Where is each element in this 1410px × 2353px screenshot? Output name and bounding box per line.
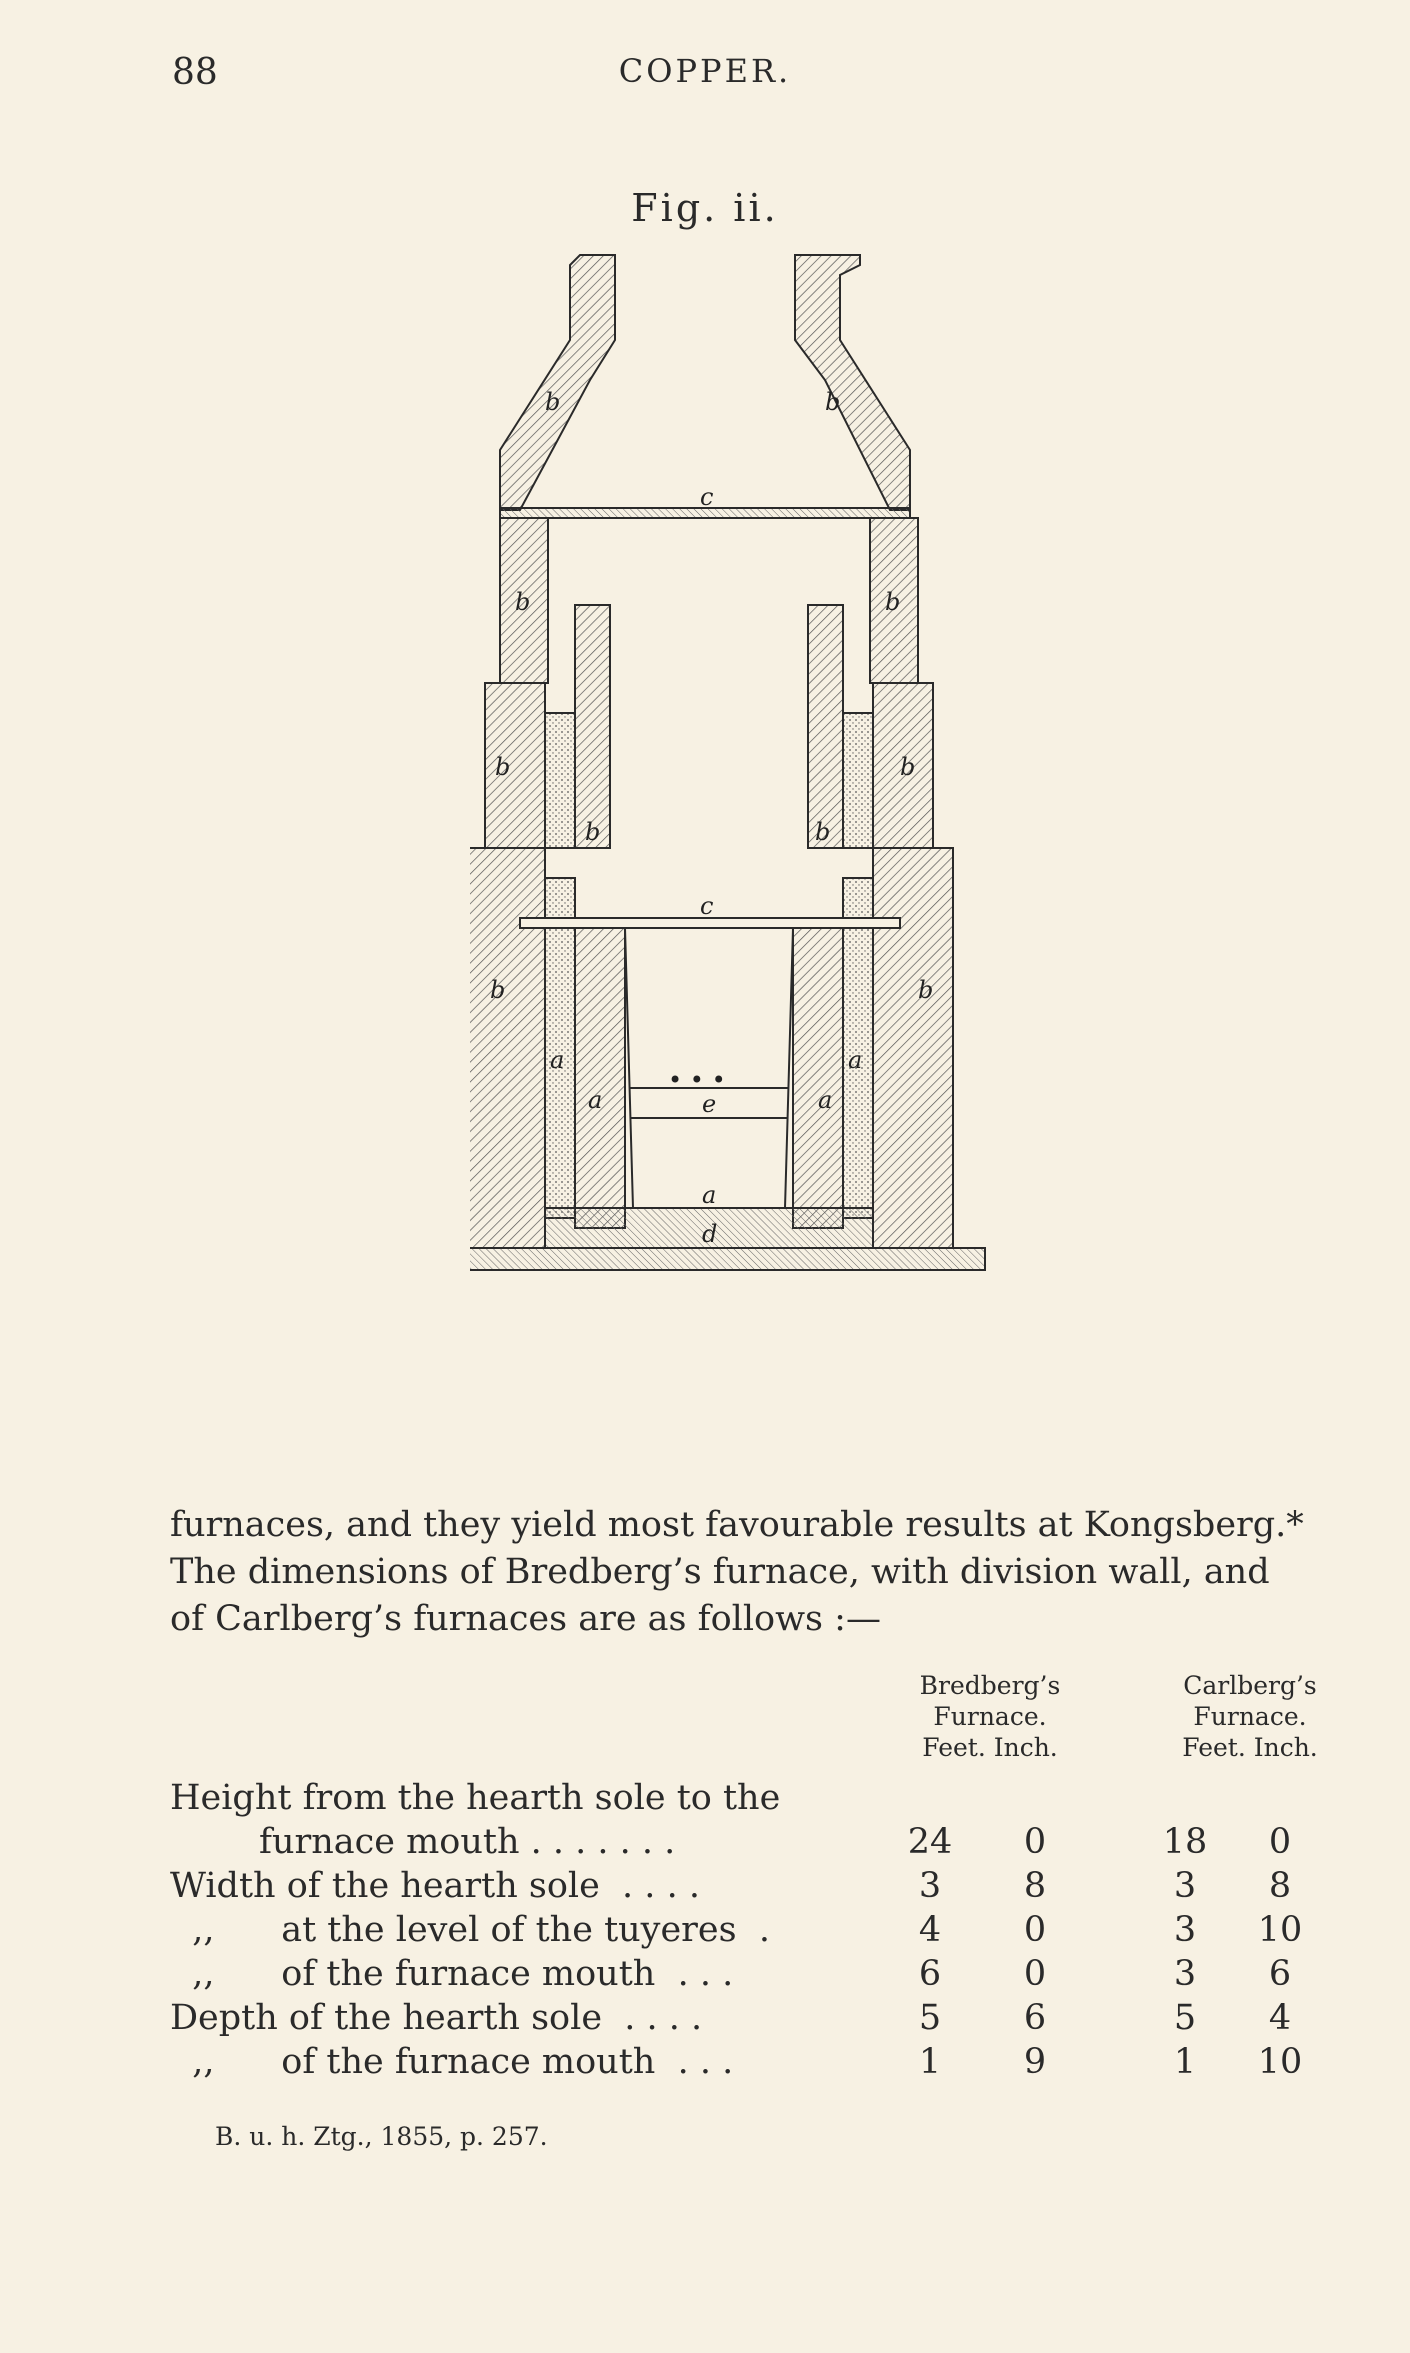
- mid-dots-right: [843, 713, 873, 848]
- inner-wall-left: [575, 605, 610, 848]
- row-label: ,, of the furnace mouth . . .: [170, 2042, 734, 2082]
- value-carlberg-inch: 10: [1257, 2042, 1303, 2082]
- label-c-top: c: [700, 483, 714, 511]
- label-b-base-left: b: [490, 976, 506, 1004]
- label-b-top-left: b: [545, 388, 561, 416]
- table-row: [170, 1820, 1340, 1864]
- chimney-right-wall: [795, 255, 910, 510]
- footnote: B. u. h. Ztg., 1855, p. 257.: [215, 2122, 548, 2151]
- table-row: [170, 1776, 1340, 1820]
- body-line-2: The dimensions of Bredberg’s furnace, with division wall, and: [170, 1552, 1270, 1592]
- label-b-inner-left: b: [585, 818, 601, 846]
- value-bredberg-feet: 3: [918, 1866, 942, 1906]
- body-line-1: furnaces, and they yield most favourable results at Kongsberg.*: [170, 1505, 1304, 1545]
- row-label: Depth of the hearth sole . . . .: [170, 1998, 703, 2038]
- value-carlberg-feet: 3: [1173, 1866, 1197, 1906]
- mid-dots-left: [545, 713, 575, 848]
- value-bredberg-inch: 8: [1023, 1866, 1047, 1906]
- col-head-bredberg-units: Feet. Inch.: [922, 1733, 1058, 1762]
- row-label: ,, at the level of the tuyeres .: [170, 1910, 770, 1950]
- label-a-right-inner: a: [818, 1086, 833, 1114]
- value-bredberg-inch: 0: [1023, 1954, 1047, 1994]
- chimney-left-wall: [500, 255, 615, 510]
- label-a-left-outer: a: [550, 1046, 565, 1074]
- mid-wall-left: [485, 683, 545, 848]
- value-bredberg-feet: 1: [918, 2042, 942, 2082]
- col-head-carlberg-units: Feet. Inch.: [1182, 1733, 1318, 1762]
- label-b-mid-left: b: [515, 588, 531, 616]
- value-carlberg-feet: 1: [1173, 2042, 1197, 2082]
- base-wall-right: [873, 848, 953, 1248]
- value-bredberg-feet: 5: [918, 1998, 942, 2038]
- inner-wall-right: [808, 605, 843, 848]
- col-head-bredberg: [880, 1670, 1100, 1763]
- value-carlberg-inch: 8: [1268, 1866, 1292, 1906]
- table-row: [170, 1864, 1340, 1908]
- value-bredberg-inch: 9: [1023, 2042, 1047, 2082]
- label-a-right-outer: a: [848, 1046, 863, 1074]
- value-carlberg-inch: 10: [1257, 1910, 1303, 1950]
- foundation: [470, 1248, 985, 1270]
- col-head-bredberg-sub: Furnace.: [933, 1702, 1047, 1731]
- label-b-low-left: b: [495, 753, 511, 781]
- col-head-carlberg: [1140, 1670, 1360, 1763]
- hearth-wall-right: [793, 928, 843, 1228]
- value-bredberg-feet: 6: [918, 1954, 942, 1994]
- value-carlberg-feet: 18: [1162, 1822, 1208, 1862]
- label-c-mid: c: [700, 892, 714, 920]
- value-carlberg-inch: 4: [1268, 1998, 1292, 2038]
- row-label: Width of the hearth sole . . . .: [170, 1866, 700, 1906]
- value-carlberg-feet: 3: [1173, 1910, 1197, 1950]
- furnace-figure: [470, 250, 1030, 1490]
- value-carlberg-feet: 3: [1173, 1954, 1197, 1994]
- page-number: 88: [172, 52, 218, 93]
- label-b-inner-right: b: [815, 818, 831, 846]
- label-e: e: [702, 1090, 717, 1118]
- figure-caption: Fig. ii.: [631, 186, 779, 230]
- value-carlberg-feet: 5: [1173, 1998, 1197, 2038]
- row-label: ,, of the furnace mouth . . .: [170, 1954, 734, 1994]
- value-bredberg-inch: 0: [1023, 1822, 1047, 1862]
- label-d-base: d: [702, 1220, 718, 1248]
- label-b-base-right: b: [918, 976, 934, 1004]
- base-wall-left: [470, 848, 545, 1248]
- label-b-low-right: b: [900, 753, 916, 781]
- col-head-carlberg-sub: Furnace.: [1193, 1702, 1307, 1731]
- value-bredberg-feet: 24: [907, 1822, 953, 1862]
- body-line-3: of Carlberg’s furnaces are as follows :—: [170, 1599, 881, 1639]
- value-carlberg-inch: 0: [1268, 1822, 1292, 1862]
- value-carlberg-inch: 6: [1268, 1954, 1292, 1994]
- hearth-wall-left: [575, 928, 625, 1228]
- table-row: [170, 1908, 1340, 1952]
- value-bredberg-feet: 4: [918, 1910, 942, 1950]
- row-label: Height from the hearth sole to the: [170, 1778, 781, 1818]
- value-bredberg-inch: 0: [1023, 1910, 1047, 1950]
- table-row: [170, 1952, 1340, 1996]
- col-head-bredberg-name: Bredberg’s: [919, 1671, 1061, 1700]
- running-title: COPPER.: [618, 52, 792, 90]
- row-label: furnace mouth . . . . . . .: [170, 1822, 676, 1862]
- label-b-top-right: b: [825, 388, 841, 416]
- label-a-bottom: a: [702, 1181, 717, 1209]
- value-bredberg-inch: 6: [1023, 1998, 1047, 2038]
- col-head-carlberg-name: Carlberg’s: [1183, 1671, 1317, 1700]
- label-b-mid-right: b: [885, 588, 901, 616]
- table-row: [170, 2040, 1340, 2084]
- table-row: [170, 1996, 1340, 2040]
- tuyeres-label: • • •: [668, 1066, 726, 1094]
- label-a-left-inner: a: [588, 1086, 603, 1114]
